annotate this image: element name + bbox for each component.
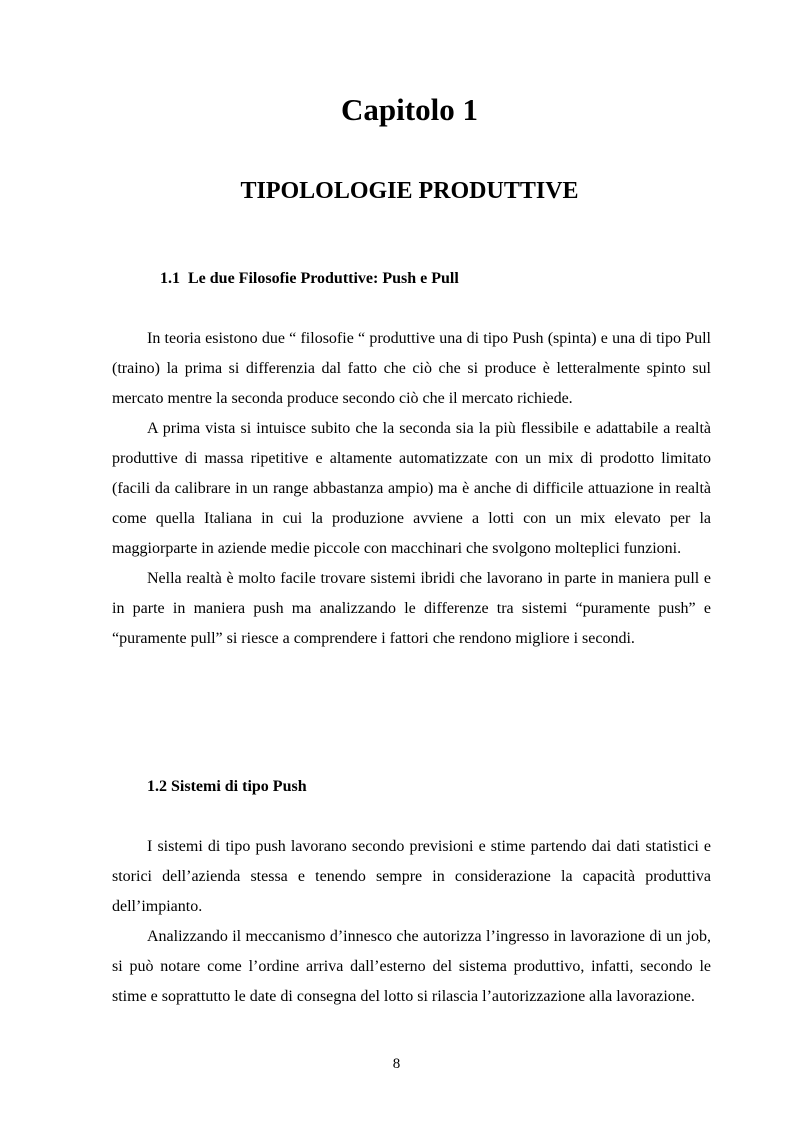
- section-1-2-body: [112, 832, 711, 1012]
- paragraph: Analizzando il meccanismo d’innesco che autorizza l’ingresso in lavorazione di un job, si può notare come l’ordine arriva dall’esterno del sistema produttivo, infatti, secondo le stime e soprattutto le date di consegna del lotto si rilascia l’autorizzazione alla lavorazione.: [112, 928, 711, 1005]
- section-number: 1.1: [160, 270, 180, 287]
- section-title: Le due Filosofie Produttive: Push e Pull: [188, 270, 459, 287]
- paragraph: In teoria esistono due “ filosofie “ produttive una di tipo Push (spinta) e una di tipo Pull (traino) la prima si differenzia dal fatto che ciò che si produce è letteralmente spinto sul mercato mentre la seconda produce secondo ciò che il mercato richiede.: [112, 330, 711, 407]
- section-1-1-body: [112, 324, 711, 654]
- section-heading-1-2: [147, 778, 307, 796]
- section-heading-1-1: [160, 270, 459, 288]
- paragraph: A prima vista si intuisce subito che la seconda sia la più flessibile e adattabile a realtà produttive di massa ripetitive e altamente automatizzate con un mix di prodotto limitato (facili da calibrare in un range abbastanza ampio) ma è anche di difficile attuazione in realtà come quella Italiana in cui la produzione avviene a lotti con un mix elevato per la maggiorparte in aziende medie piccole con macchinari che svolgono molteplici funzioni.: [112, 420, 711, 557]
- paragraph: Nella realtà è molto facile trovare sistemi ibridi che lavorano in parte in maniera pull e in parte in maniera push ma analizzando le differenze tra sistemi “puramente push” e “puramente pull” si riesce a comprendere i fattori che rendono migliore i secondi.: [112, 570, 711, 647]
- section-number: 1.2: [147, 778, 167, 795]
- page-number: 8: [392, 1056, 401, 1072]
- chapter-number: Capitolo 1: [341, 92, 478, 127]
- section-title: Sistemi di tipo Push: [171, 778, 307, 795]
- chapter-title: TIPOLOLOGIE PRODUTTIVE: [240, 178, 579, 204]
- paragraph: I sistemi di tipo push lavorano secondo previsioni e stime partendo dai dati statistici e storici dell’azienda stessa e tenendo sempre in considerazione la capacità produttiva dell’impianto.: [112, 838, 711, 915]
